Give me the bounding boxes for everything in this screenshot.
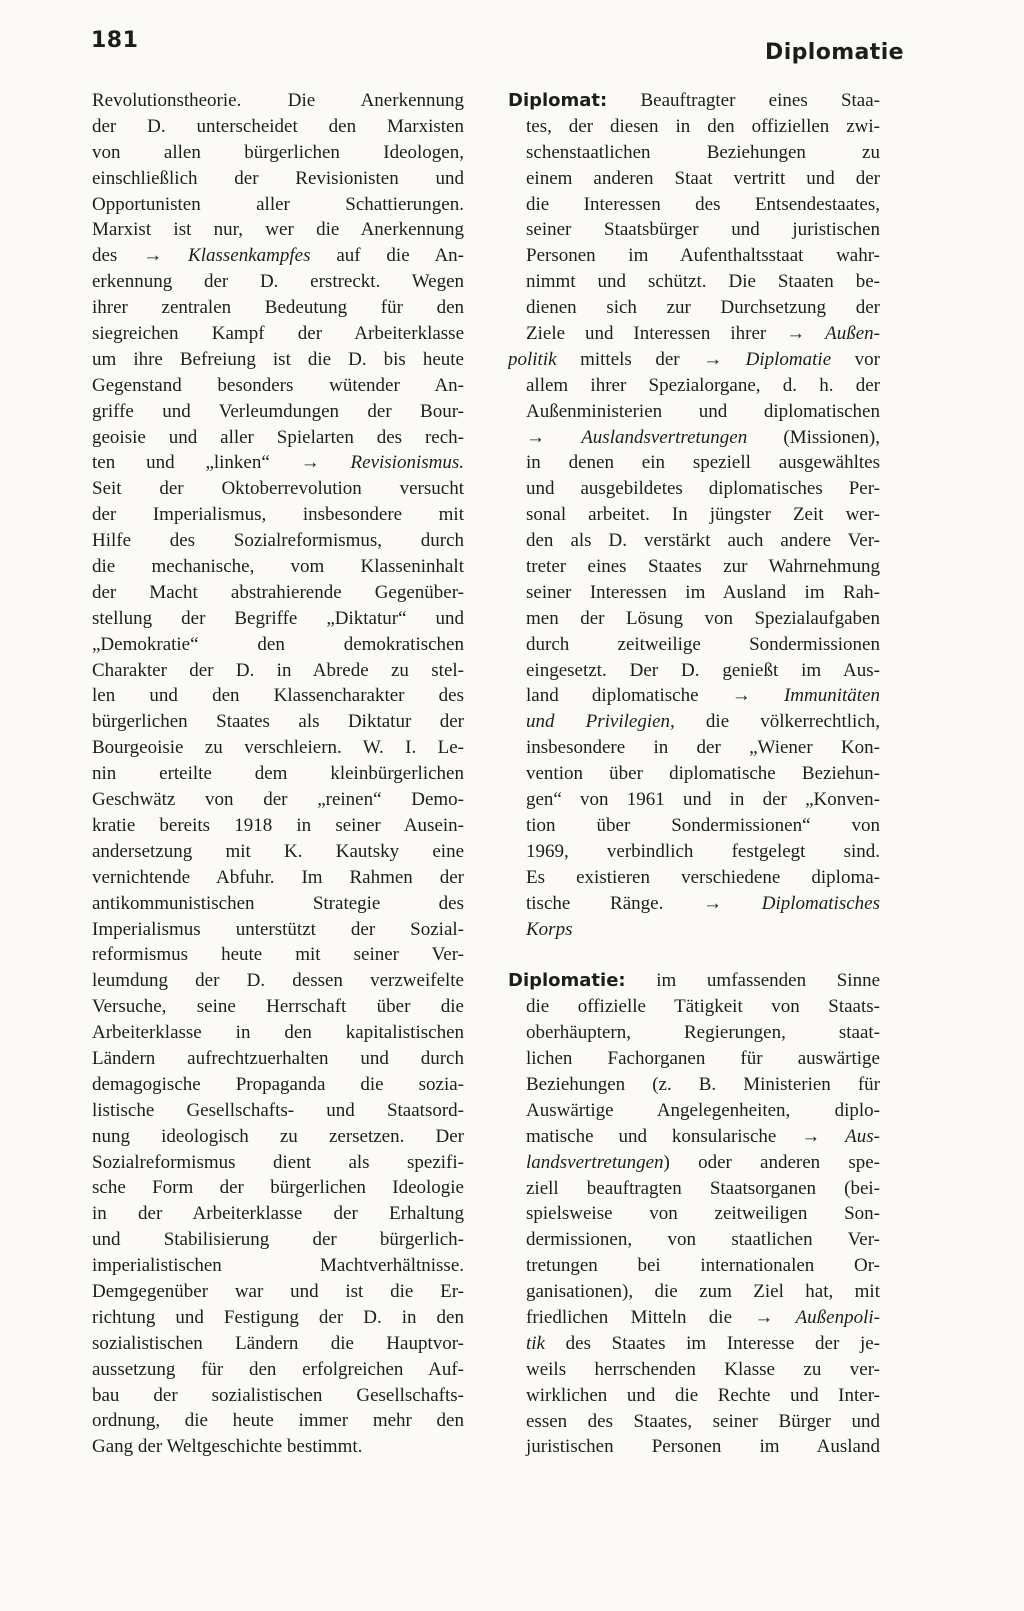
text-line (508, 1253, 880, 1279)
line-text: seiner Interessen im Ausland im Rah- (526, 581, 880, 603)
line-text: dienen sich zur Durchsetzung der (526, 297, 880, 319)
text-line (92, 528, 464, 554)
text-line (92, 1098, 464, 1124)
text-line (92, 1124, 464, 1150)
text-line (92, 1383, 464, 1409)
line-text: der D. unterscheidet den Marxisten (92, 115, 464, 137)
right-column (508, 88, 880, 1460)
text-line (508, 450, 880, 476)
line-text: auf die An- (310, 245, 464, 267)
line-text: Seit der Oktoberrevolution versucht (92, 478, 464, 500)
text-line (508, 1201, 880, 1227)
line-text: demagogische Propaganda die sozia- (92, 1073, 464, 1095)
line-text: Beauftragter eines Staa- (607, 90, 880, 111)
text-line (508, 1383, 880, 1409)
text-line (92, 114, 464, 140)
text-line (92, 554, 464, 580)
line-text: ziell beauftragten Staatsorganen (bei- (526, 1177, 880, 1199)
text-line (508, 1227, 880, 1253)
text-line (508, 580, 880, 606)
line-text: des Staates im Interesse der je- (545, 1332, 880, 1354)
text-line (508, 347, 880, 373)
text-line (508, 1305, 880, 1331)
left-column (92, 88, 464, 1460)
line-text: Arbeiterklasse in den kapitalistischen (92, 1022, 464, 1044)
text-line (92, 658, 464, 684)
text-line (92, 1201, 464, 1227)
text-line (92, 192, 464, 218)
line-text: in der Arbeiterklasse der Erhaltung (92, 1203, 464, 1225)
text-line (508, 373, 880, 399)
text-line (508, 554, 880, 580)
line-text: um ihre Befreiung ist die D. bis heute (92, 348, 464, 370)
line-text: im umfassenden Sinne (625, 970, 880, 992)
text-line (508, 1279, 880, 1305)
line-text: wirklichen und die Rechte und Inter- (526, 1384, 880, 1406)
line-text: erkennung der D. erstreckt. Wegen (92, 271, 464, 293)
text-line (92, 787, 464, 813)
text-line (508, 243, 880, 269)
line-text: insbesondere in der „Wiener Kon- (526, 737, 880, 759)
running-head: Diplomatie (765, 40, 904, 65)
text-line (508, 787, 880, 813)
text-line (508, 1434, 880, 1460)
text-line (92, 1150, 464, 1176)
line-text: Imperialismus unterstützt der Sozial- (92, 918, 464, 940)
line-text: Marxist ist nur, wer die Anerkennung (92, 219, 464, 241)
line-text: Außenministerien und diplomatischen (526, 400, 880, 422)
text-line (92, 942, 464, 968)
line-text: leumdung der D. dessen verzweifelte (92, 970, 464, 992)
line-text: seiner Staatsbürger und juristischen (526, 219, 880, 241)
text-line (92, 1331, 464, 1357)
text-line (508, 968, 880, 994)
text-line (92, 399, 464, 425)
line-text: die offizielle Tätigkeit von Staats- (526, 996, 880, 1018)
line-text: nimmt und schützt. Die Staaten be- (526, 271, 880, 293)
cross-reference: politik (508, 348, 557, 370)
line-text: men der Lösung von Spezialaufgaben (526, 607, 880, 629)
cross-reference: Außen- (825, 323, 880, 345)
line-text: „Demokratie“ den demokratischen (92, 633, 464, 655)
line-text: allem ihrer Spezialorgane, d. h. der (526, 374, 880, 396)
line-text: der Macht abstrahierende Gegenüber- (92, 581, 464, 603)
text-line (92, 632, 464, 658)
text-line (508, 1357, 880, 1383)
line-text: und ausgebildetes diplomatisches Per- (526, 478, 880, 500)
text-line (92, 1357, 464, 1383)
text-line (508, 735, 880, 761)
cross-reference: Immunitäten (783, 685, 880, 707)
line-text: ihrer zentralen Bedeutung für den (92, 297, 464, 319)
text-line (92, 450, 464, 476)
text-line (508, 1072, 880, 1098)
text-line (508, 88, 880, 114)
text-line (92, 735, 464, 761)
text-line (508, 1046, 880, 1072)
line-text: sche Form der bürgerlichen Ideologie (92, 1177, 464, 1199)
text-line (92, 347, 464, 373)
line-text: ) oder anderen spe- (663, 1151, 880, 1173)
text-line (92, 476, 464, 502)
entry-headword: Diplomat: (508, 90, 608, 111)
text-line (508, 476, 880, 502)
line-text: antikommunistischen Strategie des (92, 892, 464, 914)
line-text: und Stabilisierung der bürgerlich- (92, 1229, 464, 1251)
line-text: den als D. verstärkt auch andere Ver- (526, 530, 880, 552)
line-text: listische Gesellschafts- und Staatsord- (92, 1099, 464, 1121)
line-text: oberhäuptern, Regierungen, staat- (526, 1022, 880, 1044)
text-line (92, 865, 464, 891)
line-text: reformismus heute mit seiner Ver- (92, 944, 464, 966)
line-text: Revolutionstheorie. Die Anerkennung (92, 90, 464, 111)
line-text: Beziehungen (z. B. Ministerien für (526, 1073, 880, 1095)
line-text: stellung der Begriffe „Diktatur“ und (92, 607, 464, 629)
text-line (508, 709, 880, 735)
cross-reference: landsvertretungen (526, 1151, 664, 1173)
line-text: essen des Staates, seiner Bürger und (526, 1410, 880, 1432)
line-text: eingesetzt. Der D. genießt im Aus- (526, 659, 880, 681)
line-text: Bourgeoisie zu verschleiern. W. I. Le- (92, 737, 464, 759)
text-line (92, 1020, 464, 1046)
line-text: len und den Klassencharakter des (92, 685, 464, 707)
line-text: die Interessen des Entsendestaates, (526, 193, 880, 215)
cross-reference: Korps (526, 918, 573, 940)
line-text: ten und „linken“ → (92, 452, 351, 474)
line-text: dermissionen, von staatlichen Ver- (526, 1229, 880, 1251)
line-text: andersetzung mit K. Kautsky eine (92, 840, 464, 862)
line-text: land diplomatische → (526, 685, 784, 707)
line-text: griffe und Verleumdungen der Bour- (92, 400, 464, 422)
line-text: Demgegenüber war und ist die Er- (92, 1280, 464, 1302)
line-text: des → (92, 245, 189, 267)
cross-reference: Revisionismus. (350, 452, 464, 474)
text-line (92, 1227, 464, 1253)
text-line (92, 140, 464, 166)
line-text: Hilfe des Sozialreformismus, durch (92, 530, 464, 552)
text-line (508, 269, 880, 295)
text-line (92, 1434, 464, 1460)
line-text: (Missionen), (747, 426, 880, 448)
text-line (92, 321, 464, 347)
line-text: juristischen Personen im Ausland (526, 1436, 880, 1458)
line-text: friedlichen Mitteln die → (526, 1306, 796, 1328)
text-line (92, 839, 464, 865)
line-text: tion über Sondermissionen“ von (526, 814, 880, 836)
text-line (92, 1253, 464, 1279)
line-text: Auswärtige Angelegenheiten, diplo- (526, 1099, 880, 1121)
text-line (508, 166, 880, 192)
text-line (92, 683, 464, 709)
line-text: richtung und Festigung der D. in den (92, 1306, 464, 1328)
line-text: geoisie und aller Spielarten des rech- (92, 426, 464, 448)
text-line (508, 658, 880, 684)
line-text: weils herrschenden Klasse zu ver- (526, 1358, 880, 1380)
text-line (508, 606, 880, 632)
text-line (92, 373, 464, 399)
text-line (508, 632, 880, 658)
line-text: imperialistischen Machtverhältnisse. (92, 1255, 464, 1277)
line-text: einschließlich der Revisionisten und (92, 167, 464, 189)
text-line (508, 891, 880, 917)
line-text: Es existieren verschiedene diploma- (526, 866, 880, 888)
text-line (92, 994, 464, 1020)
line-text: vention über diplomatische Beziehun- (526, 763, 880, 785)
line-text: in denen ein speziell ausgewähltes (526, 452, 880, 474)
text-line (92, 917, 464, 943)
text-line (92, 243, 464, 269)
text-line (508, 1176, 880, 1202)
text-line (92, 502, 464, 528)
line-text: schenstaatlichen Beziehungen zu (526, 141, 880, 163)
text-line (508, 1409, 880, 1435)
text-line (508, 295, 880, 321)
text-line (92, 1408, 464, 1434)
text-line (508, 683, 880, 709)
text-line (92, 1279, 464, 1305)
line-text: die völkerrechtlich, (674, 711, 880, 733)
line-text: kratie bereits 1918 in seiner Ausein- (92, 814, 464, 836)
text-line (508, 399, 880, 425)
text-line (508, 140, 880, 166)
line-text: einem anderen Staat vertritt und der (526, 167, 880, 189)
line-text: von allen bürgerlichen Ideologen, (92, 141, 464, 163)
text-line (92, 606, 464, 632)
line-text: sozialistischen Ländern die Hauptvor- (92, 1332, 464, 1354)
line-text: durch zeitweilige Sondermissionen (526, 633, 880, 655)
line-text: spielsweise von zeitweiligen Son- (526, 1203, 880, 1225)
text-line (92, 709, 464, 735)
line-text: bürgerlichen Staates als Diktatur der (92, 711, 464, 733)
line-text: mittels der → (556, 348, 746, 370)
text-line (92, 1046, 464, 1072)
text-line (508, 994, 880, 1020)
text-line (508, 839, 880, 865)
text-line (92, 425, 464, 451)
line-text: vor (831, 348, 880, 370)
line-text: treter eines Staates zur Wahrnehmung (526, 556, 880, 578)
cross-reference: Außenpoli- (795, 1306, 880, 1328)
text-line (508, 217, 880, 243)
line-text: tische Ränge. → (526, 892, 762, 914)
text-line (508, 813, 880, 839)
text-line (508, 1020, 880, 1046)
line-text: ganisationen), die zum Ziel hat, mit (526, 1281, 880, 1303)
line-text: tes, der diesen in den offiziellen zwi- (526, 115, 880, 137)
text-line (92, 580, 464, 606)
line-text: Ziele und Interessen ihrer → (526, 323, 826, 345)
text-line (508, 425, 880, 451)
text-line (508, 1331, 880, 1357)
line-text: → (526, 426, 582, 448)
cross-reference: Aus- (845, 1125, 880, 1147)
line-text: Geschwätz von der „reinen“ Demo- (92, 789, 464, 811)
cross-reference: Diplomatisches (761, 892, 880, 914)
text-line (508, 1150, 880, 1176)
text-line (92, 761, 464, 787)
cross-reference: Klassenkampfes (188, 245, 311, 267)
text-line (92, 813, 464, 839)
line-text: sonal arbeitet. In jüngster Zeit wer- (526, 504, 880, 526)
text-line (508, 1098, 880, 1124)
line-text: die mechanische, vom Klasseninhalt (92, 556, 464, 578)
text-line (92, 1175, 464, 1201)
line-text: 1969, verbindlich festgelegt sind. (526, 840, 880, 862)
line-text: tretungen bei internationalen Or- (526, 1255, 880, 1277)
line-text: der Imperialismus, insbesondere mit (92, 504, 464, 526)
line-text: Personen im Aufenthaltsstaat wahr- (526, 245, 880, 267)
text-line (92, 88, 464, 114)
text-line (508, 761, 880, 787)
line-text: bau der sozialistischen Gesellschafts- (92, 1384, 464, 1406)
text-line (508, 865, 880, 891)
line-text: Versuche, seine Herrschaft über die (92, 996, 464, 1018)
text-line (92, 968, 464, 994)
text-line (92, 295, 464, 321)
line-text: lichen Fachorganen für auswärtige (526, 1048, 880, 1070)
text-line (92, 166, 464, 192)
text-line (508, 1124, 880, 1150)
cross-reference: tik (526, 1332, 545, 1354)
text-line (508, 528, 880, 554)
text-line (92, 269, 464, 295)
text-line (508, 502, 880, 528)
line-text: Charakter der D. in Abrede zu stel- (92, 659, 464, 681)
line-text: Ländern aufrechtzuerhalten und durch (92, 1047, 464, 1069)
line-text: siegreichen Kampf der Arbeiterklasse (92, 323, 464, 345)
line-text: Opportunisten aller Schattierungen. (92, 193, 464, 215)
line-text: Gegenstand besonders wütender An- (92, 374, 464, 396)
line-text: nung ideologisch zu zersetzen. Der (92, 1125, 464, 1147)
line-text: aussetzung für den erfolgreichen Auf- (92, 1358, 464, 1380)
text-line (92, 217, 464, 243)
text-line (92, 1072, 464, 1098)
cross-reference: Auslandsvertretungen (581, 426, 748, 448)
entry-gap (508, 942, 880, 968)
text-line (92, 1305, 464, 1331)
line-text: ordnung, die heute immer mehr den (92, 1410, 464, 1432)
line-text: gen“ von 1961 und in der „Konven- (526, 789, 880, 811)
text-line (92, 891, 464, 917)
text-line (508, 321, 880, 347)
line-text: Sozialreformismus dient als spezifi- (92, 1151, 464, 1173)
line-text: Gang der Weltgeschichte bestimmt. (92, 1436, 363, 1458)
page-number: 181 (91, 28, 139, 53)
text-line (508, 917, 880, 943)
cross-reference: und Privilegien, (526, 711, 675, 733)
text-line (508, 114, 880, 140)
entry-headword: Diplomatie: (508, 970, 626, 992)
line-text: matische und konsularische → (526, 1125, 846, 1147)
line-text: vernichtende Abfuhr. Im Rahmen der (92, 866, 464, 888)
cross-reference: Diplomatie (745, 348, 832, 370)
text-line (508, 192, 880, 218)
line-text: nin erteilte dem kleinbürgerlichen (92, 763, 464, 785)
